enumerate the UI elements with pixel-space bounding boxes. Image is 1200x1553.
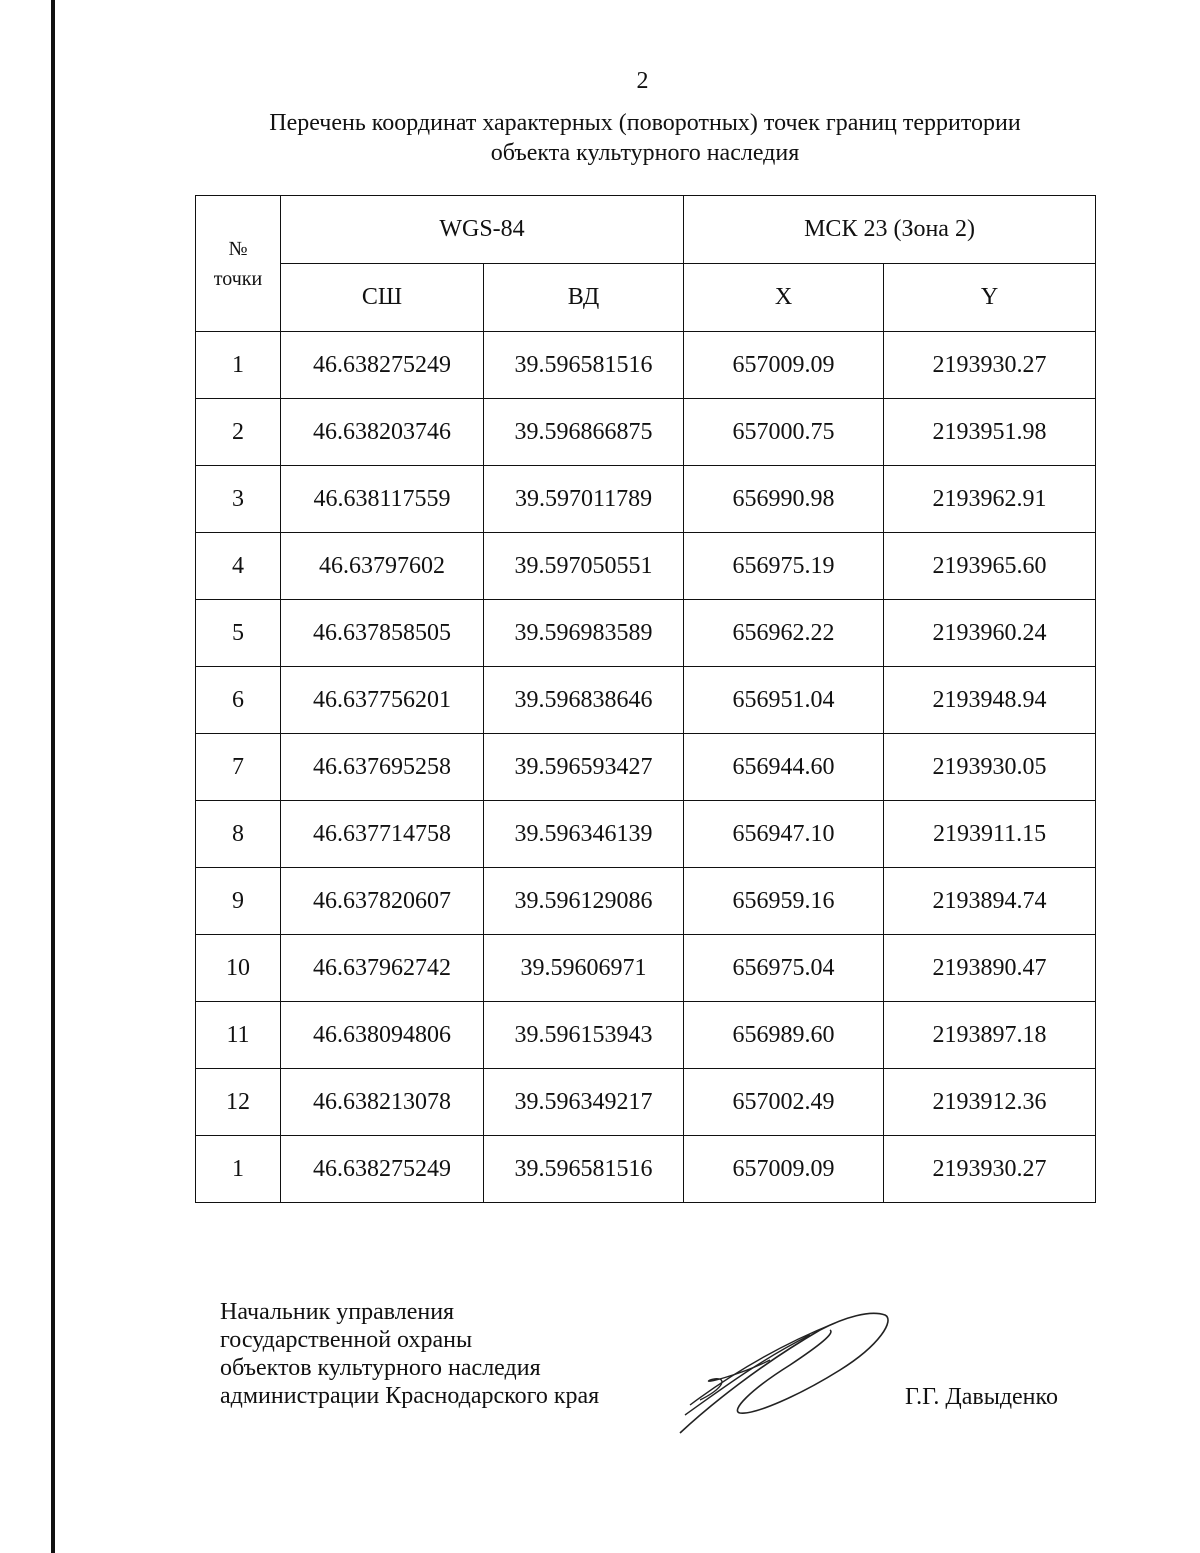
x-cell: 656975.04 [684,935,884,1002]
point-number-cell: 10 [196,935,281,1002]
longitude-cell: 39.596866875 [484,399,684,466]
x-cell: 656959.16 [684,868,884,935]
latitude-cell: 46.638117559 [281,466,484,533]
point-number-cell: 4 [196,533,281,600]
y-cell: 2193965.60 [884,533,1096,600]
coordinates-table [195,195,1096,1203]
x-cell: 656951.04 [684,667,884,734]
signer-position-line-3: объектов культурного наследия [220,1355,541,1381]
x-cell: 656947.10 [684,801,884,868]
coordinates-table-body [196,332,1096,1203]
table-row [196,1136,1096,1203]
y-cell: 2193912.36 [884,1069,1096,1136]
y-cell: 2193897.18 [884,1002,1096,1069]
point-number-cell: 5 [196,600,281,667]
latitude-cell: 46.637714758 [281,801,484,868]
latitude-cell: 46.638275249 [281,332,484,399]
latitude-cell: 46.638094806 [281,1002,484,1069]
longitude-cell: 39.596129086 [484,868,684,935]
longitude-cell: 39.596838646 [484,667,684,734]
signature-block [220,1298,599,1410]
latitude-cell: 46.638213078 [281,1069,484,1136]
table-row [196,332,1096,399]
signer-position-line-4: администрации Краснодарского края [220,1383,600,1409]
y-cell: 2193962.91 [884,466,1096,533]
longitude-cell: 39.596983589 [484,600,684,667]
table-row [196,868,1096,935]
x-cell: 657002.49 [684,1069,884,1136]
x-header: X [684,264,884,332]
signer-name: Г.Г. Давыденко [905,1384,1058,1410]
point-number-cell: 1 [196,1136,281,1203]
latitude-cell: 46.638275249 [281,1136,484,1203]
point-number-cell: 2 [196,399,281,466]
signer-position-line-2: государственной охраны [220,1327,473,1353]
signer-position-line-1: Начальник управления [220,1299,455,1325]
point-number-cell: 8 [196,801,281,868]
title-line-2: объекта культурного наследия [490,140,800,166]
longitude-header: ВД [484,264,684,332]
longitude-cell: 39.597050551 [484,533,684,600]
point-number-header-label: точки [213,267,263,290]
x-cell: 656989.60 [684,1002,884,1069]
msk23-header: МСК 23 (Зона 2) [684,196,1096,264]
latitude-cell: 46.637820607 [281,868,484,935]
point-number-cell: 9 [196,868,281,935]
x-cell: 656944.60 [684,734,884,801]
y-cell: 2193960.24 [884,600,1096,667]
latitude-cell: 46.637756201 [281,667,484,734]
table-row [196,600,1096,667]
y-cell: 2193890.47 [884,935,1096,1002]
longitude-cell: 39.596349217 [484,1069,684,1136]
point-number-cell: 12 [196,1069,281,1136]
table-row [196,1069,1096,1136]
x-cell: 656975.19 [684,533,884,600]
x-cell: 657000.75 [684,399,884,466]
y-cell: 2193894.74 [884,868,1096,935]
table-row [196,667,1096,734]
latitude-cell: 46.637695258 [281,734,484,801]
longitude-cell: 39.597011789 [484,466,684,533]
y-cell: 2193930.05 [884,734,1096,801]
document-title [220,108,1070,168]
title-line-1: Перечень координат характерных (поворотных) точек границ территории [269,110,1021,136]
y-header: Y [884,264,1096,332]
y-cell: 2193951.98 [884,399,1096,466]
x-cell: 656962.22 [684,600,884,667]
latitude-cell: 46.637858505 [281,600,484,667]
longitude-cell: 39.596593427 [484,734,684,801]
table-row [196,466,1096,533]
handwritten-signature [670,1305,900,1440]
x-cell: 656990.98 [684,466,884,533]
latitude-header: СШ [281,264,484,332]
page-number: 2 [636,68,649,94]
longitude-cell: 39.59606971 [484,935,684,1002]
table-row [196,935,1096,1002]
y-cell: 2193911.15 [884,801,1096,868]
point-number-cell: 7 [196,734,281,801]
wgs84-header: WGS-84 [281,196,684,264]
point-number-cell: 3 [196,466,281,533]
y-cell: 2193930.27 [884,332,1096,399]
point-number-header-symbol: № [228,237,248,260]
page-edge-rule [51,0,55,1553]
point-number-cell: 11 [196,1002,281,1069]
x-cell: 657009.09 [684,1136,884,1203]
table-row [196,801,1096,868]
table-row [196,399,1096,466]
table-row [196,734,1096,801]
x-cell: 657009.09 [684,332,884,399]
longitude-cell: 39.596346139 [484,801,684,868]
latitude-cell: 46.638203746 [281,399,484,466]
longitude-cell: 39.596581516 [484,1136,684,1203]
point-number-cell: 1 [196,332,281,399]
y-cell: 2193948.94 [884,667,1096,734]
latitude-cell: 46.637962742 [281,935,484,1002]
y-cell: 2193930.27 [884,1136,1096,1203]
longitude-cell: 39.596153943 [484,1002,684,1069]
table-row [196,1002,1096,1069]
table-row [196,533,1096,600]
longitude-cell: 39.596581516 [484,332,684,399]
latitude-cell: 46.63797602 [281,533,484,600]
point-number-header [196,196,281,332]
point-number-cell: 6 [196,667,281,734]
